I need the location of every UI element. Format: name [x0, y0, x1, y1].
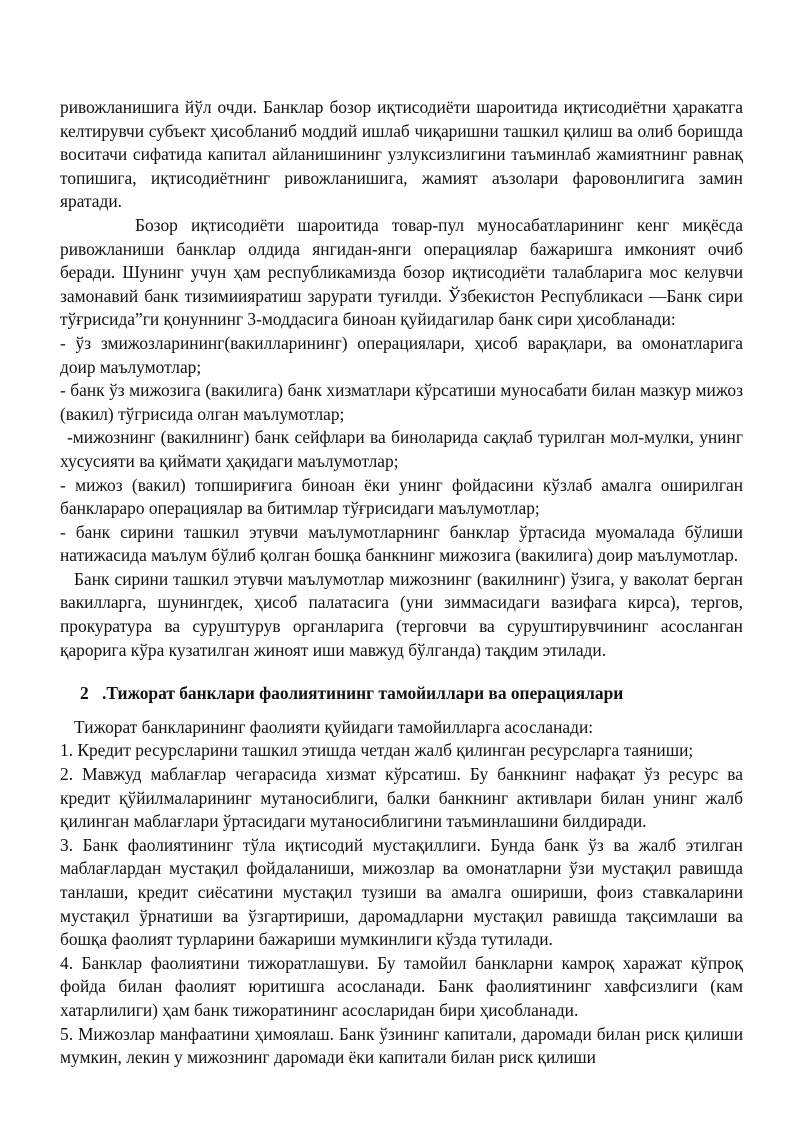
principle-item-4: 4. Банклар фаолиятини тижоратлашуви. Бу тамойил банкларни камроқ харажат кўпроқ фойда билан фаолият юритишга асосланади. Банк фаолиятининг хавфсизлиги (кам хатарлилиги) ҳам банк тижоратининг асосларидан бири ҳисобланади. — [60, 952, 743, 1020]
principle-item-2: 2. Мавжуд маблағлар чегарасида хизмат кўрсатиш. Бу банкнинг нафақат ўз ресурс ва кредит қўйилмаларининг мутаносиблиги, балки банкнинг активлари билан унинг жалб қилинган маблағлари ўртасидаги мутаносиблигини таъминлашини билдиради. — [60, 764, 743, 832]
document-page — [60, 96, 743, 1070]
paragraph-intro-continuation: ривожланишига йўл очди. Банклар бозор иқтисодиёти шароитида иқтисодиётни ҳаракатга келтирувчи субъект ҳисобланиб моддий ишлаб чиқаришни ташкил қилиш ва олиб боришда воситачи сифатида капитал айланишининг узлуксизлигини таъминлаб жамиятнинг равнақ топишига, иқтисодиётнинг ривожланишига, жамият аъзолари фаровонлигига замин яратади. — [60, 97, 743, 212]
list-item-bank-services-info: - банк ўз мижозига (вакилига) банк хизматлари кўрсатиши муносабати билан мазкур мижоз (вакил) тўгрисида олган маълумотлар; — [60, 380, 743, 424]
list-item-client-operations: - ўз змижозларининг(вакилларининг) операциялари, ҳисоб варақлари, ва омонатларига доир маълумотлар; — [60, 332, 743, 377]
principle-item-5: 5. Мижозлар манфаатини ҳимоялаш. Банк ўзининг капитали, даромади билан риск қилиши мумкин, лекин у мижознинг даромади ёки капитали билан риск қилиши — [60, 1023, 743, 1068]
paragraph-market-economy: Бозор иқтисодиёти шароитида товар-пул муносабатларининг кенг миқёсда ривожланиши банклар олдида янгидан-янги операциялар бажаришга имконият очиб беради. Шунинг учун ҳам республикамизда бозор иқтисодиёти талабларига мос келувчи замонавий банк тизимиияратиш зарурати туғилди. Ўзбекистон Республикаси —Банк сири тўғрисида”ги қонуннинг 3-моддасига биноан қуйидагилар банк сири ҳисобланади: — [60, 214, 743, 330]
list-item-interbank-operations: - мижоз (вакил) топшириғига биноан ёки унинг фойдасини кўзлаб амалга оширилган банклараро операциялар ва битимлар тўғрисидаги маълумотлар; — [60, 474, 743, 519]
section-number: 2 — [80, 683, 89, 704]
paragraph-principles-intro: Тижорат банкларининг фаолияти қуйидаги тамойилларга асосланади: — [74, 716, 594, 737]
section-heading — [60, 682, 743, 706]
principle-item-1: 1. Кредит ресурсларини ташкил этишда четдан жалб қилинган ресурсларга таяниши; — [60, 740, 694, 761]
section-title: .Тижорат банклари фаолиятининг тамойиллари ва операциялари — [102, 683, 624, 704]
principle-item-3: 3. Банк фаолиятининг тўла иқтисодий мустақиллиги. Бунда банк ўз ва жалб этилган маблағлардан мустақил фойдаланиши, мижозлар ва омонатларни ўзи мустақил равишда танлаши, кредит сиёсатини мустақил тузиши ва амалга ошириши, фоиз ставкаларини мустақил ўрнатиши ва ўзгартириши, даромадларни мустақил равишда тақсимлаши ва бошқа фаолият турларини бажариши мумкинлиги кўзда тутилади. — [60, 834, 743, 950]
list-item-other-bank-client-info: - банк сирини ташкил этувчи маълумотларнинг банклар ўртасида муомалада бўлиши натижасида маълум бўлиб қолган бошқа банкнинг мижозига (вакилига) доир маълумотлар. — [60, 521, 743, 566]
paragraph-disclosure: Банк сирини ташкил этувчи маълумотлар мижознинг (вакилнинг) ўзига, у ваколат берган вакилларга, шунингдек, ҳисоб палатасига (уни зиммасидаги вазифага кирса), тергов, прокуратура ва суруштурув органларига (терговчи ва суруштирувчининг асосланган қарорига кўра кузатилган жиноят иши мавжуд бўлганда) тақдим этилади. — [60, 568, 743, 660]
list-item-safe-deposit-info: -мижознинг (вакилнинг) банк сейфлари ва биноларида сақлаб турилган мол-мулки, унинг хусусияти ва қиймати ҳақидаги маълумотлар; — [60, 427, 743, 471]
